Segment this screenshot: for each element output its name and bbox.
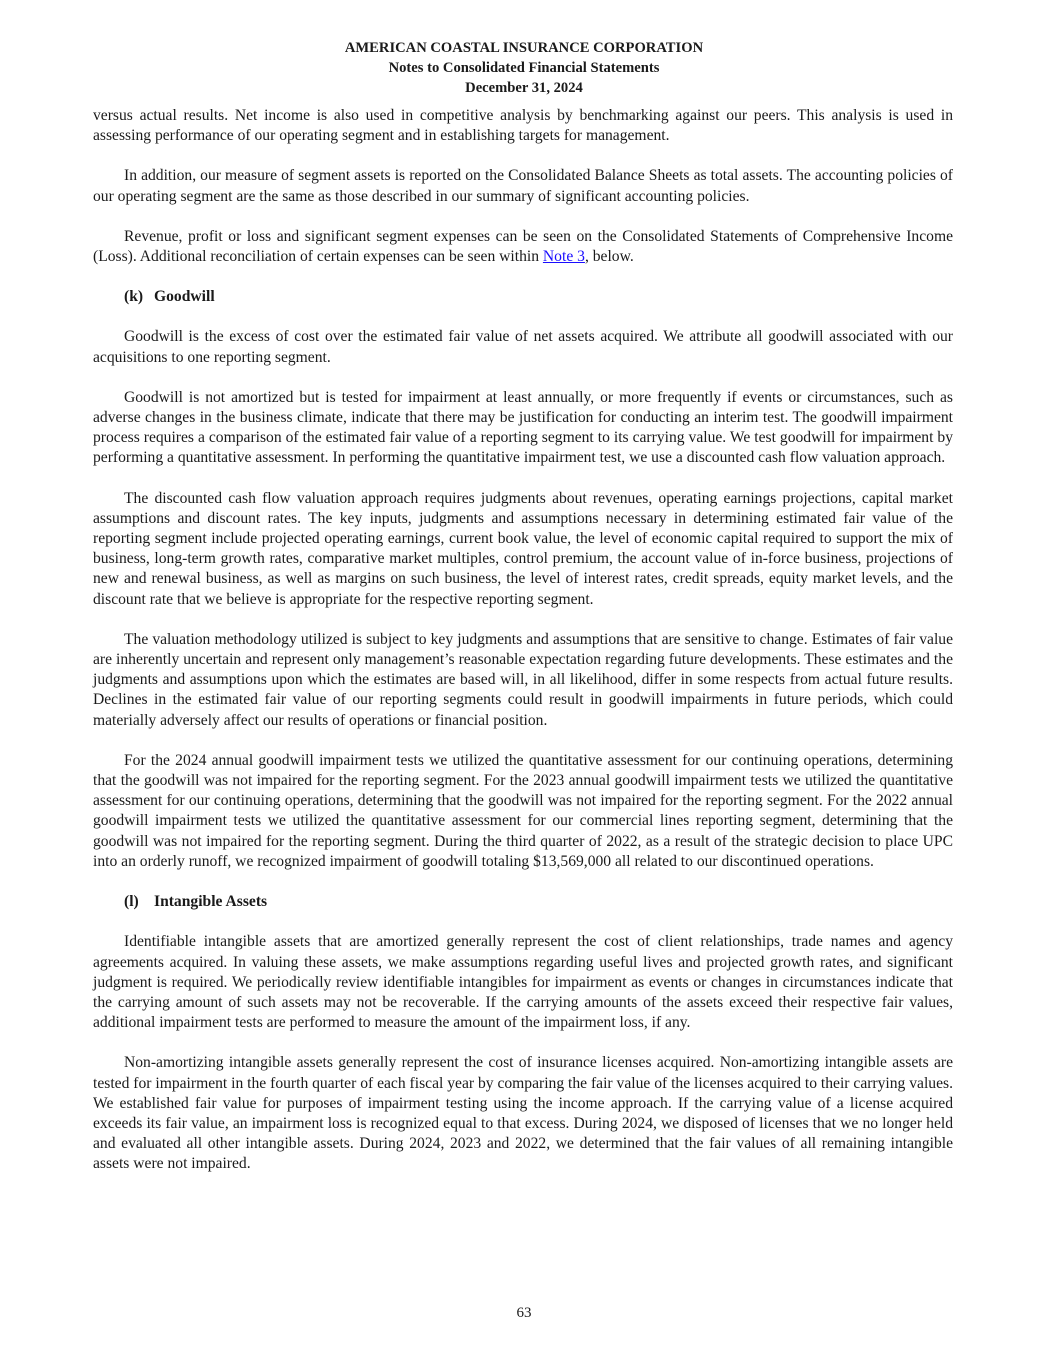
paragraph-segment-assets: In addition, our measure of segment assets is reported on the Consolidated Balance Sheets as total assets. The accounting policies of our operating segment are the same as those described in our summary of significant accounting policies. — [93, 167, 953, 205]
paragraph-text: , below. — [584, 248, 634, 266]
section-heading-goodwill — [93, 287, 953, 307]
document-title: Notes to Consolidated Financial Statements — [388, 60, 660, 76]
paragraph-valuation-methodology: The valuation methodology utilized is subject to key judgments and assumptions that are sensitive to change. Estimates of fair value are inherently uncertain and represent only management’s reasonable expectation regarding future developments. These estimates and the judgments and assumptions upon which the estimates are based will, in all likelihood, differ in some respects from actual future results. Declines in the estimated fair value of our reporting segments could result in goodwill impairments in future periods, which could materially adversely affect our results of operations or financial position. — [93, 630, 953, 729]
paragraph-dcf-approach: The discounted cash flow valuation approach requires judgments about revenues, operating earnings projections, capital market assumptions and discount rates. The key inputs, judgments and assumptions necessary in determining estimated fair value of the reporting segment include projected operating earnings, current book value, the level of economic capital required to support the mix of business, long-term growth rates, comparative market multiples, control premium, the account value of in-force business, projections of new and renewal business, as well as margins on such business, the level of interest rates, credit spreads, equity market levels, and the discount rate that we believe is appropriate for the respective reporting segment. — [93, 489, 953, 608]
paragraph-text: Revenue, profit or loss and significant segment expenses can be seen on the Consolidated Statements of Comprehensive Income (Loss). Additional reconciliation of certain expenses can be seen within — [93, 227, 953, 266]
paragraph-goodwill-definition: Goodwill is the excess of cost over the estimated fair value of net assets acquired. We attribute all goodwill associated with our acquisitions to one reporting segment. — [93, 328, 953, 366]
document-date: December 31, 2024 — [465, 80, 583, 96]
paragraph-amortized-intangibles: Identifiable intangible assets that are amortized generally represent the cost of client relationships, trade names and agency agreements acquired. In valuing these assets, we make assumptions regarding useful lives and projected growth rates, and significant judgment is required. We periodically review identifiable intangibles for impairment as events or changes in circumstances indicate that the carrying amount of such assets may not be recoverable. If the carrying amounts of the assets exceed their respective fair values, additional impairment tests are performed to measure the amount of the impairment loss, if any. — [93, 933, 953, 1032]
paragraph-annual-tests: For the 2024 annual goodwill impairment tests we utilized the quantitative assessment for our continuing operations, determining that the goodwill was not impaired for the reporting segment. For the 2023 annual goodwill impairment tests we utilized the quantitative assessment for our continuing operations, determining that the goodwill was not impaired for the reporting segment. For the 2022 annual goodwill impairment tests we utilized the quantitative assessment for our commercial lines reporting segment, determining that the goodwill was not impaired for the reporting segment. During the third quarter of 2022, as a result of the strategic decision to place UPC into an orderly runoff, we recognized impairment of goodwill totaling $13,569,000 all related to our discontinued operations. — [93, 751, 953, 870]
company-name: AMERICAN COASTAL INSURANCE CORPORATION — [344, 40, 704, 56]
paragraph-non-amortizing-intangibles: Non-amortizing intangible assets generally represent the cost of insurance licenses acquired. Non-amortizing intangible assets are tested for impairment in the fourth quarter of each fiscal year by comparing the fair value of the licenses acquired to their carrying values. We established fair value for purposes of impairment testing using the income approach. If the carrying value of a license acquired exceeds its fair value, an impairment loss is recognized equal to that excess. During 2024, we disposed of licenses that we no longer held and evaluated all other intangible assets. During 2024, 2023 and 2022, we determined that the fair values of all remaining intangible assets were not impaired. — [93, 1054, 953, 1173]
paragraph-continuation: versus actual results. Net income is also used in competitive analysis by benchmarking against our peers. This analysis is used in assessing performance of our operating segment and in establishing targets for management. — [93, 107, 953, 145]
page-number: 63 — [516, 1305, 532, 1321]
section-title: Intangible Assets — [154, 893, 268, 911]
note-3-link[interactable]: Note 3 — [542, 248, 585, 266]
document-body — [93, 106, 953, 1195]
paragraph-segment-expenses — [93, 227, 953, 267]
paragraph-goodwill-impairment-testing: Goodwill is not amortized but is tested for impairment at least annually, or more frequently if events or circumstances, such as adverse changes in the business climate, indicate that there may be justification for conducting an interim test. The goodwill impairment process requires a comparison of the estimated fair value of a reporting segment to its carrying value. We test goodwill for impairment by performing a quantitative assessment. In performing the quantitative impairment test, we use a discounted cash flow valuation approach. — [93, 388, 953, 467]
document-header — [0, 38, 1048, 98]
section-marker: (l) — [124, 893, 139, 911]
section-title: Goodwill — [154, 288, 215, 306]
section-heading-intangible-assets — [93, 892, 953, 912]
section-marker: (k) — [124, 288, 144, 306]
